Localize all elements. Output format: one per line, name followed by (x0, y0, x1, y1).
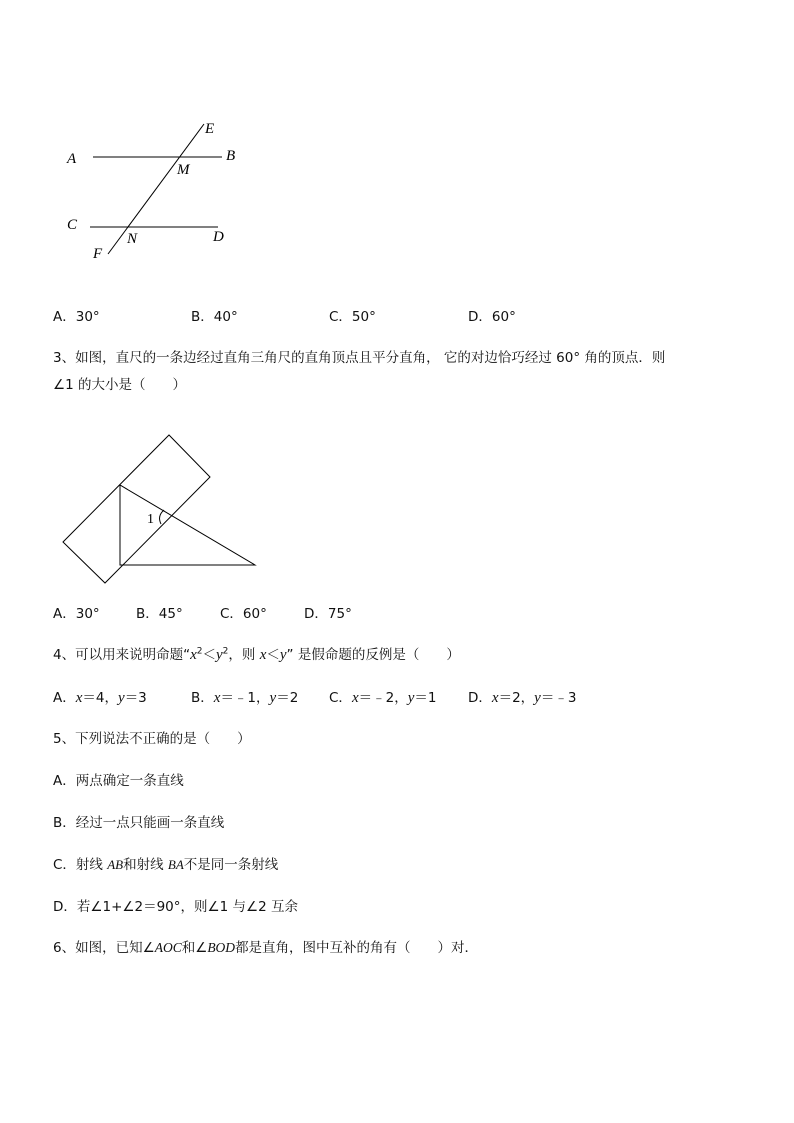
angle-1-arc (160, 510, 164, 524)
q2-option-d: D．60° (468, 309, 516, 325)
label-e: E (205, 121, 215, 137)
q4-c-x: x (351, 690, 359, 706)
q5-c-ray-ab: AB (107, 857, 124, 872)
q4-d-y: y (534, 690, 541, 706)
q4-option-d (468, 686, 576, 707)
q2-option-b: B．40° (191, 309, 238, 325)
q4-c-xv: ＝﹣2， (358, 690, 408, 706)
q4-a-yv: ＝3 (124, 690, 147, 706)
q4-a-xv: ＝4， (82, 690, 119, 706)
q4-math-x2: x (259, 647, 267, 663)
triangle-shape (120, 485, 255, 565)
angle-1-label: 1 (147, 512, 154, 527)
q4-math-y2: y (279, 647, 287, 663)
q5-c-pre: C．射线 (53, 857, 108, 873)
q4-lt-2: ＜ (266, 647, 280, 663)
label-m: M (177, 162, 190, 178)
q2-option-a: A．30° (53, 309, 100, 325)
q4-d-label: D． (468, 690, 492, 706)
q4-b-xv: ＝﹣1， (220, 690, 270, 706)
q4-a-label: A． (53, 690, 76, 706)
label-f: F (93, 246, 103, 262)
q6-angle-bod: BOD (207, 940, 236, 955)
q5-c-ray-ba: BA (167, 857, 184, 872)
ruler-shape (63, 435, 210, 583)
q4-sup-x: 2 (196, 646, 203, 657)
q4-b-label: B． (191, 690, 214, 706)
label-n: N (127, 231, 138, 247)
q4-b-y: y (269, 690, 277, 706)
q2-option-c: C．50° (329, 309, 376, 325)
q4-option-c (329, 686, 436, 707)
q6-pre: 6、如图，已知∠ (53, 940, 155, 956)
q4-d-yv: ＝﹣3 (540, 690, 577, 706)
ruler-triangle-figure (58, 430, 263, 590)
q4-d-xv: ＝2， (498, 690, 535, 706)
q3-stem-line2: ∠1 的大小是（ ） (53, 377, 186, 393)
q3-option-b: B．45° (136, 606, 183, 622)
label-c: C (67, 217, 78, 233)
q4-a-y: y (118, 690, 125, 706)
q4-c-yv: ＝1 (414, 690, 437, 706)
q6-stem (53, 936, 478, 956)
q4-c-label: C． (329, 690, 352, 706)
q3-option-a: A．30° (53, 606, 100, 622)
q4-b-x: x (213, 690, 221, 706)
q5-c-mid: 和射线 (123, 857, 168, 873)
q5-option-a: A．两点确定一条直线 (53, 773, 184, 789)
q6-post: 都是直角，图中互补的角有（ ）对． (235, 940, 479, 956)
q4-option-a (53, 686, 147, 707)
q6-mid: 和∠ (181, 940, 208, 956)
q4-math-y: y (216, 647, 223, 663)
q4-lt-1: ＜ (202, 647, 216, 663)
label-b: B (226, 148, 236, 164)
q5-option-b: B．经过一点只能画一条直线 (53, 815, 225, 831)
q4-b-yv: ＝2 (276, 690, 299, 706)
q4-math-x: x (190, 647, 197, 663)
q4-stem-pre: 4、可以用来说明命题“ (53, 647, 191, 663)
q4-sup-y: 2 (222, 646, 229, 657)
q4-stem (53, 643, 460, 664)
q4-a-x: x (75, 690, 83, 706)
q3-option-c: C．60° (220, 606, 267, 622)
q4-stem-mid: ，则 (228, 647, 260, 663)
label-a: A (67, 151, 77, 167)
q5-stem: 5、下列说法不正确的是（ ） (53, 731, 251, 747)
q3-option-d: D．75° (304, 606, 352, 622)
label-d: D (213, 229, 224, 245)
q4-d-x: x (491, 690, 499, 706)
q6-angle-aoc: AOC (154, 940, 182, 955)
q3-stem-line1: 3、如图，直尺的一条边经过直角三角尺的直角顶点且平分直角， 它的对边恰巧经过 60° 角的顶点．则 (53, 350, 666, 366)
q4-c-y: y (407, 690, 415, 706)
line-ef (108, 124, 204, 254)
q4-stem-post: ” 是假命题的反例是（ ） (286, 647, 460, 663)
q5-option-c (53, 853, 278, 873)
q5-option-d: D．若∠1+∠2＝90°，则∠1 与∠2 互余 (53, 899, 298, 915)
q4-option-b (191, 686, 298, 707)
q5-c-post: 不是同一条射线 (183, 857, 279, 873)
parallel-lines-figure (60, 115, 250, 265)
